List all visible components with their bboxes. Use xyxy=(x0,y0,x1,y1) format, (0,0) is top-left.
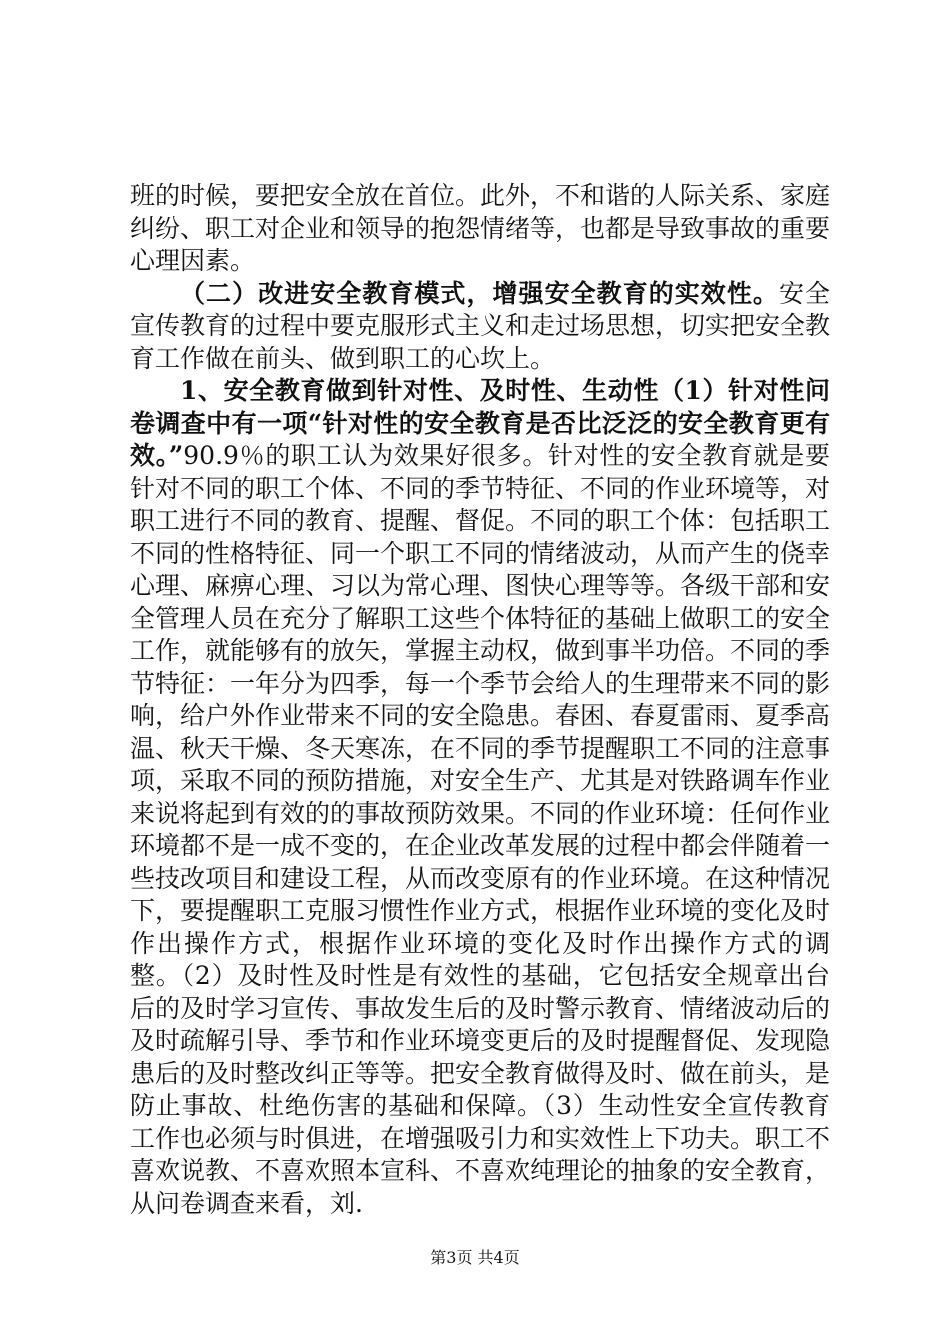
page-footer: 第3页 共4页 xyxy=(430,1248,520,1267)
document-body xyxy=(130,180,830,1220)
paragraph-2-text: 安全宣传教育的过程中要克服形式主义和走过场思想，切实把安全教育工作做在前头、做到职工的心坎上。 xyxy=(130,278,831,373)
section-heading-2: （二）改进安全教育模式，增强安全教育的实效性。 xyxy=(180,278,779,308)
section-heading-3: 1、安全教育做到针对性、及时性、生动性（1）针对性问卷调查中有一项“针对性的安全教育是否比泛泛的安全教育更有效。” xyxy=(130,376,830,470)
paragraph-3-text: 90.9％的职工认为效果好很多。针对性的安全教育就是要针对不同的职工个体、不同的季节特征、不同的作业环境等，对职工进行不同的教育、提醒、督促。不同的职工个体：包括职工不同的性格特征、同一个职工不同的情绪波动，从而产生的侥幸心理、麻痹心理、习以为常心理、图快心理等等。各级干部和安全管理人员在充分了解职工这些个体特征的基础上做职工的安全工作，就能够有的放矢，掌握主动权，做到事半功倍。不同的季节特征：一年分为四季，每一个季节会给人的生理带来不同的影响，给户外作业带来不同的安全隐患。春困、春夏雷雨、夏季高温、秋天干燥、冬天寒冻，在不同的季节提醒职工不同的注意事项，采取不同的预防措施，对安全生产、尤其是对铁路调车作业来说将起到有效的的事故预防效果。不同的作业环境：任何作业环境都不是一成不变的，在企业改革发展的过程中都会伴随着一些技改项目和建设工程，从而改变原有的作业环境。在这种情况下，要提醒职工克服习惯性作业方式，根据作业环境的变化及时作出操作方式，根据作业环境的变化及时作出操作方式的调整。（2）及时性及时性是有效性的基础，它包括安全规章出台后的及时学习宣传、事故发生后的及时警示教育、情绪波动后的及时疏解引导、季节和作业环境变更后的及时提醒督促、发现隐患后的及时整改纠正等等。把安全教育做得及时、做在前头，是防止事故、杜绝伤害的基础和保障。（3）生动性安全宣传教育工作也必须与时俱进，在增强吸引力和实效性上下功夫。职工不喜欢说教、不喜欢照本宣科、不喜欢纯理论的抽象的安全教育，从问卷调查来看，刘. xyxy=(130,441,831,1218)
paragraph-1 xyxy=(130,180,830,278)
paragraph-1-text: 班的时候，要把安全放在首位。此外，不和谐的人际关系、家庭纠纷、职工对企业和领导的抱怨情绪等，也都是导致事故的重要心理因素。 xyxy=(130,181,831,275)
paragraph-3 xyxy=(130,375,830,1220)
paragraph-2 xyxy=(130,278,830,376)
